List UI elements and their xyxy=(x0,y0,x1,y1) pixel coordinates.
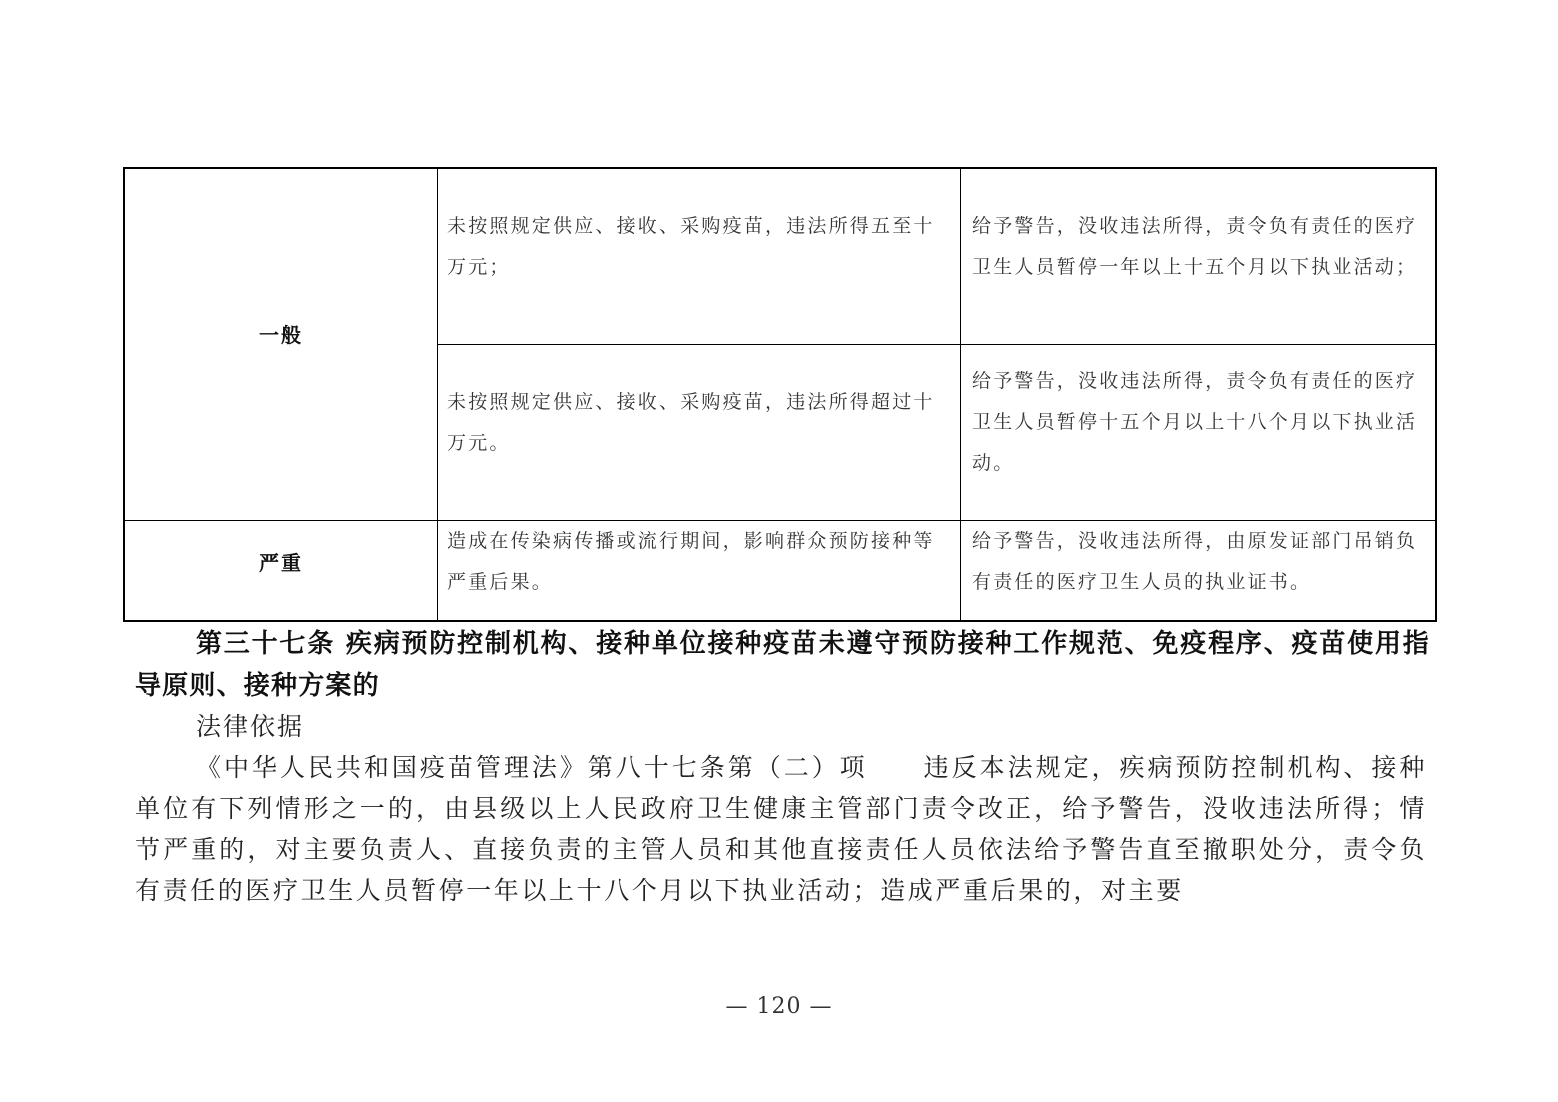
page-number: — 120 — xyxy=(725,994,833,1019)
penalty-standard: 给予警告，没收违法所得，责令负有责任的医疗卫生人员暂停一年以上十五个月以下执业活动； xyxy=(972,215,1418,278)
column-divider xyxy=(960,169,961,620)
penalty-standard: 给予警告，没收违法所得，由原发证部门吊销负有责任的医疗卫生人员的执业证书。 xyxy=(972,530,1418,593)
severity-level-general: 一般 xyxy=(259,323,303,347)
violation-behavior: 造成在传染病传播或流行期间，影响群众预防接种等严重后果。 xyxy=(447,530,935,593)
violation-behavior: 未按照规定供应、接收、采购疫苗，违法所得五至十万元； xyxy=(447,215,935,278)
severity-level-serious: 严重 xyxy=(259,551,303,575)
legal-basis-text: 《中华人民共和国疫苗管理法》第八十七条第（二）项 违反本法规定，疾病预防控制机构、接种单位有下列情形之一的，由县级以上人民政府卫生健康主管部门责令改正，给予警告，没收违法所得；情节严重的，对主要负责人、直接负责的主管人员和其他直接责任人员依法给予警告直至撤职处分，责令负有责任的医疗卫生人员暂停一年以上十八个月以下执业活动；造成严重后果的，对主要 xyxy=(135,753,1427,905)
column-divider xyxy=(437,169,438,620)
penalty-table xyxy=(123,167,1437,622)
penalty-standard: 给予警告，没收违法所得，责令负有责任的医疗卫生人员暂停十五个月以上十八个月以下执业活动。 xyxy=(972,370,1418,474)
article-heading: 第三十七条 疾病预防控制机构、接种单位接种疫苗未遵守预防接种工作规范、免疫程序、疫苗使用指导原则、接种方案的 xyxy=(135,629,1430,701)
legal-basis-label: 法律依据 xyxy=(196,712,305,741)
violation-behavior: 未按照规定供应、接收、采购疫苗，违法所得超过十万元。 xyxy=(447,391,935,454)
row-divider xyxy=(437,344,1435,345)
